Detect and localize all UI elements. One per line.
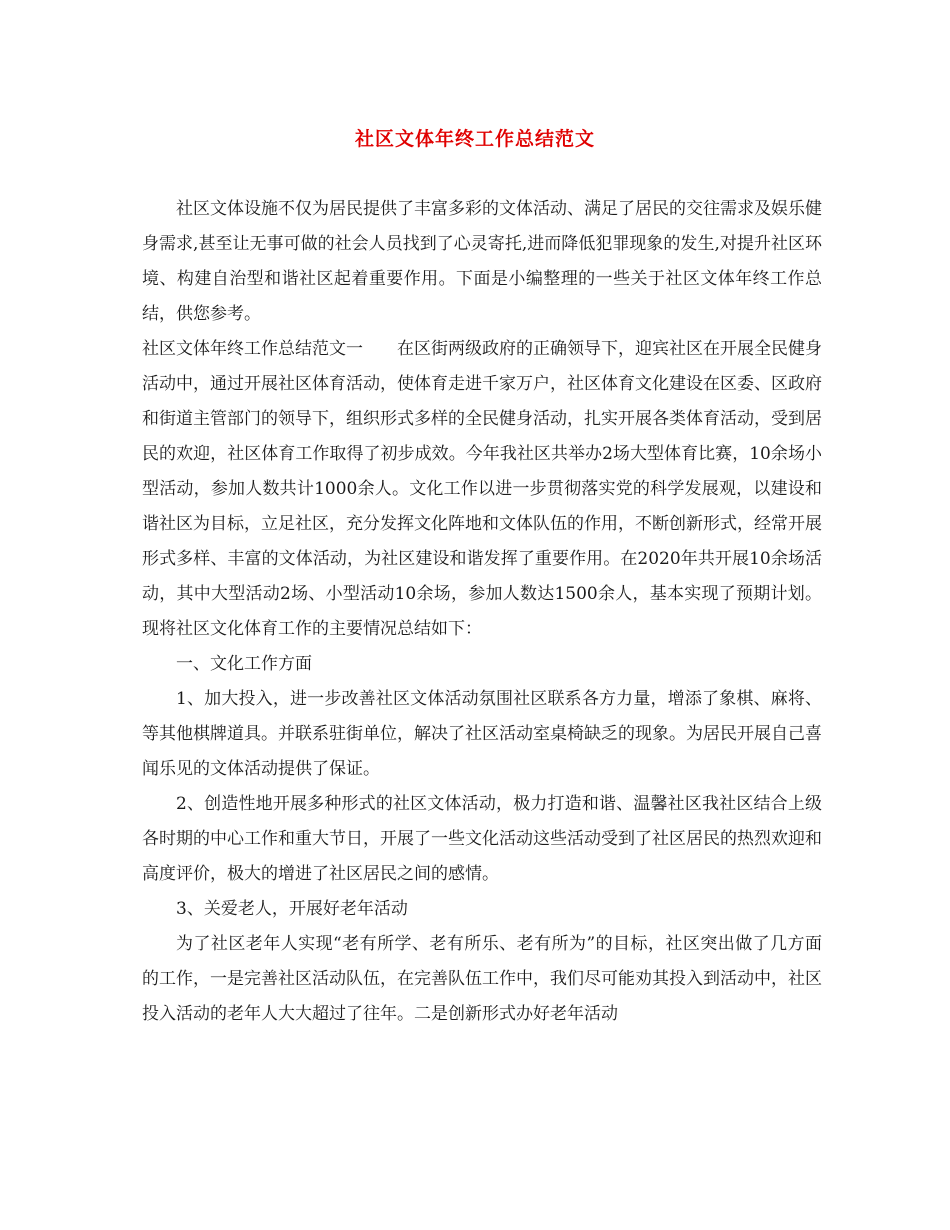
paragraph-item-3-heading: 3、关爱老人，开展好老年活动: [176, 899, 408, 919]
paragraph-elderly-activities: 为了社区老年人实现“老有所学、老有所乐、老有所为”的目标，社区突出做了几方面的工作，一是完善社区活动队伍，在完善队伍工作中，我们尽可能劝其投入到活动中，社区投入活动的老年人大大超过了往年。二是创新形式办好老年活动: [142, 934, 822, 1024]
paragraph-item-2: 2、创造性地开展多种形式的社区文体活动，极力打造和谐、温馨社区我社区结合上级各时期的中心工作和重大节日，开展了一些文化活动这些活动受到了社区居民的热烈欢迎和高度评价，极大的增进了社区居民之间的感情。: [142, 794, 822, 884]
document-body: [142, 192, 822, 1032]
section-paragraph: [142, 332, 822, 647]
intro-paragraph: 社区文体设施不仅为居民提供了丰富多彩的文体活动、满足了居民的交往需求及娱乐健身需求,甚至让无事可做的社会人员找到了心灵寄托,进而降低犯罪现象的发生,对提升社区环境、构建自治型和谐社区起着重要作用。下面是小编整理的一些关于社区文体年终工作总结，供您参考。: [142, 199, 822, 324]
section-heading: 社区文体年终工作总结范文一: [142, 339, 363, 359]
paragraph-item-1: 1、加大投入，进一步改善社区文体活动氛围社区联系各方力量，增添了象棋、麻将、等其他棋牌道具。并联系驻街单位，解决了社区活动室桌椅缺乏的现象。为居民开展自己喜闻乐见的文体活动提供了保证。: [142, 689, 822, 779]
subheading-culture-work: 一、文化工作方面: [176, 654, 312, 674]
document-title: 社区文体年终工作总结范文: [354, 128, 595, 150]
section-body-text: 在区街两级政府的正确领导下，迎宾社区在开展全民健身活动中，通过开展社区体育活动，使体育走进千家万户，社区体育文化建设在区委、区政府和街道主管部门的领导下，组织形式多样的全民健身活动，扎实开展各类体育活动，受到居民的欢迎，社区体育工作取得了初步成效。今年我社区共举办2场大型体育比赛，10余场小型活动，参加人数共计1000余人。文化工作以进一步贯彻落实党的科学发展观，以建设和谐社区为目标，立足社区，充分发挥文化阵地和文体队伍的作用，不断创新形式，经常开展形式多样、丰富的文体活动，为社区建设和谐发挥了重要作用。在2020年共开展10余场活动，其中大型活动2场、小型活动10余场，参加人数达1500余人，基本实现了预期计划。现将社区文化体育工作的主要情况总结如下：: [142, 339, 822, 639]
